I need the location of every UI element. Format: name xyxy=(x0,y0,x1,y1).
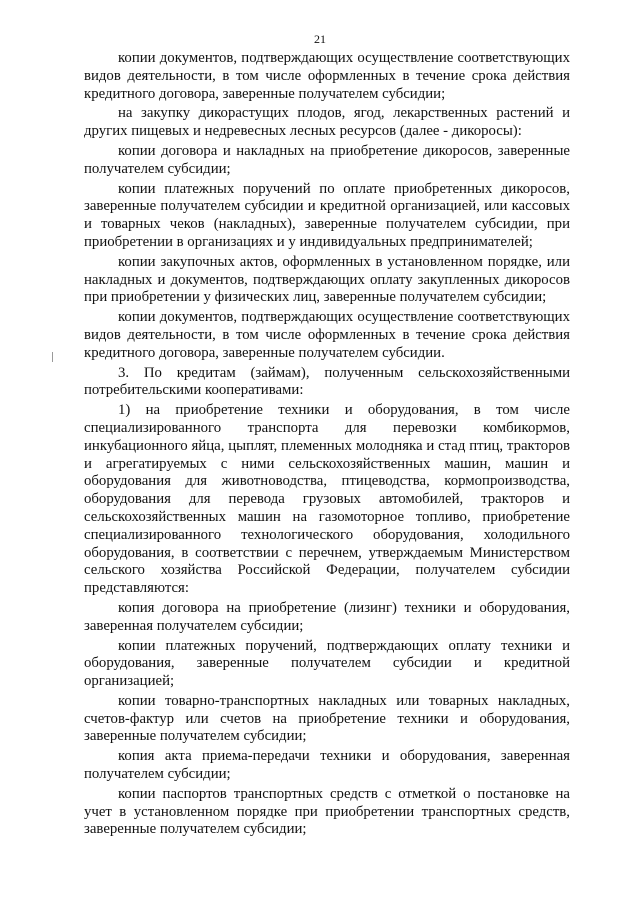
paragraph: копии платежных поручений, подтверждающих оплату техники и оборудования, заверенные получателем субсидии и кредитной организацией; xyxy=(84,637,574,690)
paragraph: копии документов, подтверждающих осуществление соответствующих видов деятельности, в том числе оформленных в течение срока действия кредитного договора, заверенные получателем субсидии. xyxy=(84,309,574,361)
paragraph: копия договора на приобретение (лизинг) техники и оборудования, заверенная получателем субсидии; xyxy=(84,599,574,634)
paragraph: на закупку дикорастущих плодов, ягод, лекарственных растений и других пищевых и недревесных лесных ресурсов (далее - дикоросы): xyxy=(84,105,574,140)
margin-mark xyxy=(52,352,53,362)
paragraph: копии закупочных актов, оформленных в установленном порядке, или накладных и документов, подтверждающих оплату закупленных дикоросов при приобретении у физических лиц, заверенные получателем субсидии; xyxy=(84,253,574,306)
document-body xyxy=(84,50,574,841)
paragraph: копия акта приема-передачи техники и оборудования, заверенная получателем субсидии; xyxy=(84,748,574,783)
paragraph: копии паспортов транспортных средств с отметкой о постановке на учет в установленном порядке при приобретении транспортных средств, заверенные получателем субсидии; xyxy=(84,785,574,838)
page-number: 21 xyxy=(314,32,326,46)
paragraph: 3. По кредитам (займам), полученным сельскохозяйственными потребительскими кооперативами: xyxy=(84,364,574,399)
paragraph: копии платежных поручений по оплате приобретенных дикоросов, заверенные получателем субсидии и кредитной организацией, или кассовых и товарных чеков (накладных), заверенные получателем субсидии, при приобретении в организациях и у индивидуальных предпринимателей; xyxy=(84,180,574,250)
paragraph: 1) на приобретение техники и оборудования, в том числе специализированного транспорта для перевозки комбикормов, инкубационного яйца, цыплят, племенных молодняка и стад птиц, тракторов и агрегатируемых с ними сельскохозяйственных машин, машин и оборудования для животноводства, птицеводства, кормопроизводства, оборудования для перевода грузовых автомобилей, тракторов и сельскохозяйственных машин на газомоторное топливо, приобретение специализированного технологического оборудования, холодильного оборудования, в соответствии с перечнем, утверждаемым Министерством сельского хозяйства Российской Федерации, получателем субсидии представляются: xyxy=(84,402,574,597)
paragraph: копии товарно-транспортных накладных или товарных накладных, счетов-фактур или счетов на приобретение техники и оборудования, заверенные получателем субсидии; xyxy=(84,692,574,745)
paragraph: копии договора и накладных на приобретение дикоросов, заверенные получателем субсидии; xyxy=(84,142,574,177)
paragraph: копии документов, подтверждающих осуществление соответствующих видов деятельности, в том числе оформленных в течение срока действия кредитного договора, заверенные получателем субсидии; xyxy=(84,50,574,102)
